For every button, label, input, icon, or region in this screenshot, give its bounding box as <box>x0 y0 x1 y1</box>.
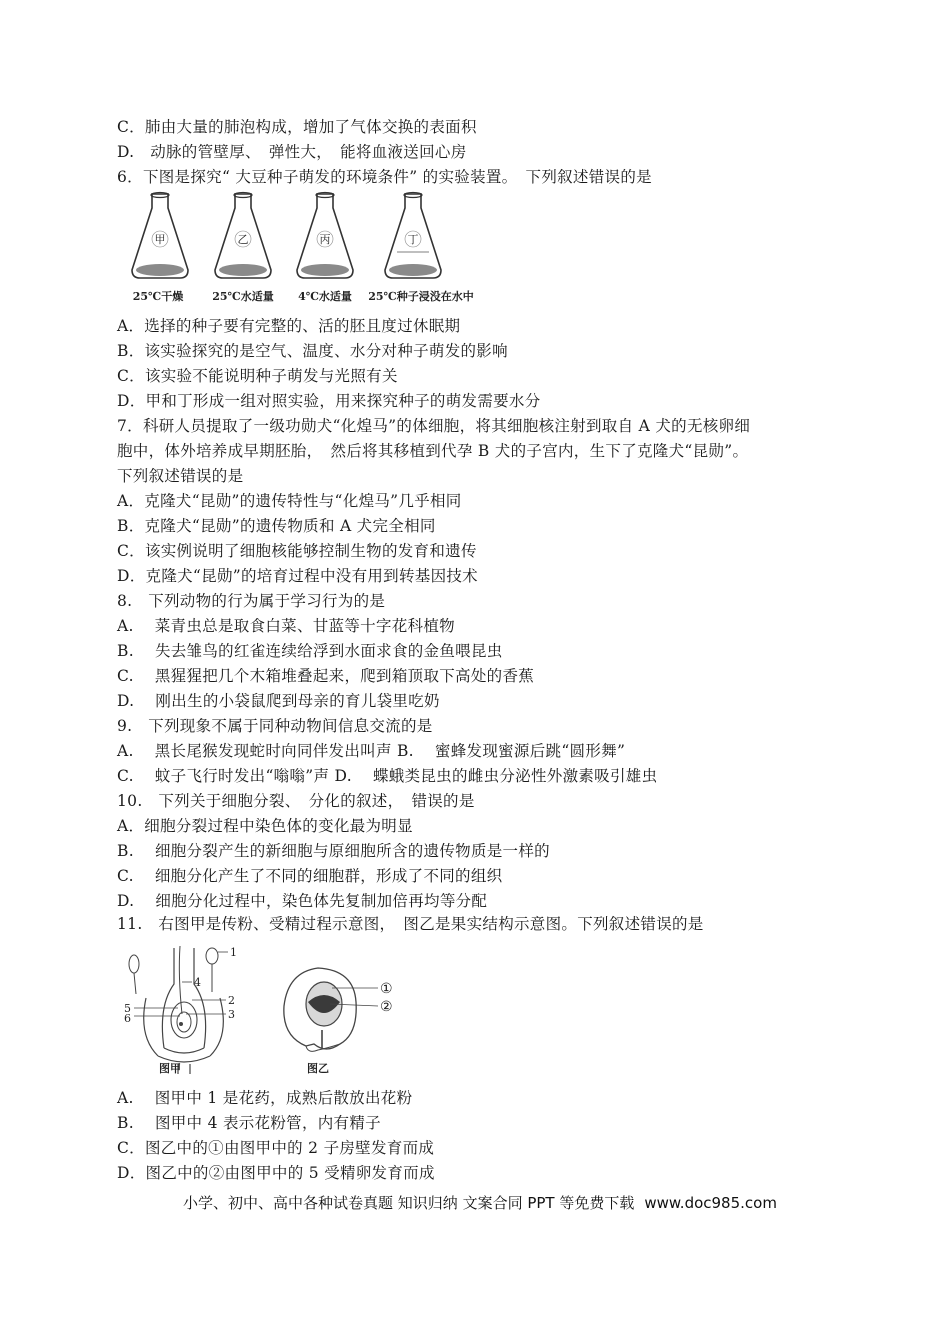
option-text: C. 黑猩猩把几个木箱堆叠起来，爬到箱顶取下高处的香蕉 <box>117 667 535 685</box>
option-text: B. 图甲中 4 表示花粉管，内有精子 <box>117 1114 381 1132</box>
diagram-number: 5 <box>124 1002 131 1015</box>
diagram-number: 4 <box>194 976 201 989</box>
option-text: D．克隆犬“昆勋”的培育过程中没有用到转基因技术 <box>117 567 478 585</box>
option-text: C．该实验不能说明种子萌发与光照有关 <box>117 367 398 385</box>
diagram-number: 2 <box>228 994 235 1007</box>
option-text: A．克隆犬“昆勋”的遗传特性与“化煌马”几乎相同 <box>117 492 462 510</box>
question-7: 7．科研人员提取了一级功勋犬“化煌马”的体细胞，将其细胞核注射到取自 A 犬的无核卵细 <box>117 417 751 435</box>
option-text: C．肺由大量的肺泡构成，增加了气体交换的表面积 <box>117 118 477 136</box>
flask-caption: 25℃种子浸没在水中 <box>368 290 474 303</box>
diagram-number: 1 <box>230 946 237 959</box>
option-text: D．甲和丁形成一组对照实验，用来探究种子的萌发需要水分 <box>117 392 541 410</box>
option-text: B．克隆犬“昆勋”的遗传物质和 A 犬完全相同 <box>117 517 436 535</box>
question-7-cont: 下列叙述错误的是 <box>117 467 244 485</box>
figure-caption: 图乙 <box>307 1062 329 1075</box>
option-text: D. 细胞分化过程中，染色体先复制加倍再均等分配 <box>117 892 488 910</box>
seed-germination-flasks-figure <box>125 190 495 308</box>
option-text: A．选择的种子要有完整的、活的胚且度过休眠期 <box>117 317 461 335</box>
option-text: A. 黑长尾猴发现蛇时向同伴发出叫声 B. 蜜蜂发现蜜源后跳“圆形舞” <box>117 742 626 760</box>
diagram-number: ② <box>380 999 393 1015</box>
question-10: 10. 下列关于细胞分裂、 分化的叙述， 错误的是 <box>117 792 475 810</box>
figure-caption: 图甲 <box>159 1062 181 1075</box>
diagram-number: ① <box>380 981 393 997</box>
option-text: D. 刚出生的小袋鼠爬到母亲的育儿袋里吃奶 <box>117 692 440 710</box>
question-9: 9. 下列现象不属于同种动物间信息交流的是 <box>117 717 433 735</box>
option-text: B. 细胞分裂产生的新细胞与原细胞所含的遗传物质是一样的 <box>117 842 550 860</box>
footer-url[interactable]: www.doc985.com <box>644 1194 777 1212</box>
option-text: B. 失去雏鸟的红雀连续给浮到水面求食的金鱼喂昆虫 <box>117 642 503 660</box>
option-text: D. 动脉的管壁厚、 弹性大， 能将血液送回心房 <box>117 143 467 161</box>
footer-text: 小学、初中、高中各种试卷真题 知识归纳 文案合同 PPT 等免费下载 <box>183 1194 635 1212</box>
option-text: C．该实例说明了细胞核能够控制生物的发育和遗传 <box>117 542 477 560</box>
option-text: B．该实验探究的是空气、温度、水分对种子萌发的影响 <box>117 342 508 360</box>
option-text: A．细胞分裂过程中染色体的变化最为明显 <box>117 817 413 835</box>
fruit-structure-diagram-yi <box>268 958 408 1076</box>
flask-label: 丙 <box>319 233 331 246</box>
flask-jia <box>132 193 188 304</box>
diagram-number: 6 <box>124 1012 131 1025</box>
option-text: A. 图甲中 1 是花药，成熟后散放出花粉 <box>117 1089 413 1107</box>
flask-caption: 25℃干燥 <box>132 290 184 303</box>
flask-yi <box>212 193 274 304</box>
option-text: C. 蚊子飞行时发出“嗡嗡”声 D. 蝶蛾类昆虫的雌虫分泌性外激素吸引雄虫 <box>117 767 658 785</box>
question-8: 8. 下列动物的行为属于学习行为的是 <box>117 592 386 610</box>
flask-label: 甲 <box>154 233 166 246</box>
option-text: A. 菜青虫总是取食白菜、甘蓝等十字花科植物 <box>117 617 455 635</box>
flask-bing <box>297 193 353 304</box>
flask-label: 乙 <box>237 233 249 246</box>
question-6: 6．下图是探究“ 大豆种子萌发的环境条件” 的实验装置。 下列叙述错误的是 <box>117 168 652 186</box>
question-7-cont: 胞中，体外培养成早期胚胎， 然后将其移植到代孕 B 犬的子宫内，生下了克隆犬“昆勋”。 <box>117 442 749 460</box>
flask-ding <box>368 193 474 304</box>
page-footer <box>0 1192 950 1213</box>
flask-label: 丁 <box>407 233 419 246</box>
option-text: D．图乙中的②由图甲中的 5 受精卵发育而成 <box>117 1164 435 1182</box>
flask-caption: 25℃水适量 <box>212 290 274 303</box>
question-11: 11. 右图甲是传粉、受精过程示意图， 图乙是果实结构示意图。下列叙述错误的是 <box>117 915 704 933</box>
flask-caption: 4℃水适量 <box>298 290 352 303</box>
option-text: C. 细胞分化产生了不同的细胞群，形成了不同的组织 <box>117 867 503 885</box>
diagram-number: 3 <box>228 1008 235 1021</box>
option-text: C．图乙中的①由图甲中的 2 子房壁发育而成 <box>117 1139 435 1157</box>
pollination-diagram-jia <box>118 936 248 1078</box>
